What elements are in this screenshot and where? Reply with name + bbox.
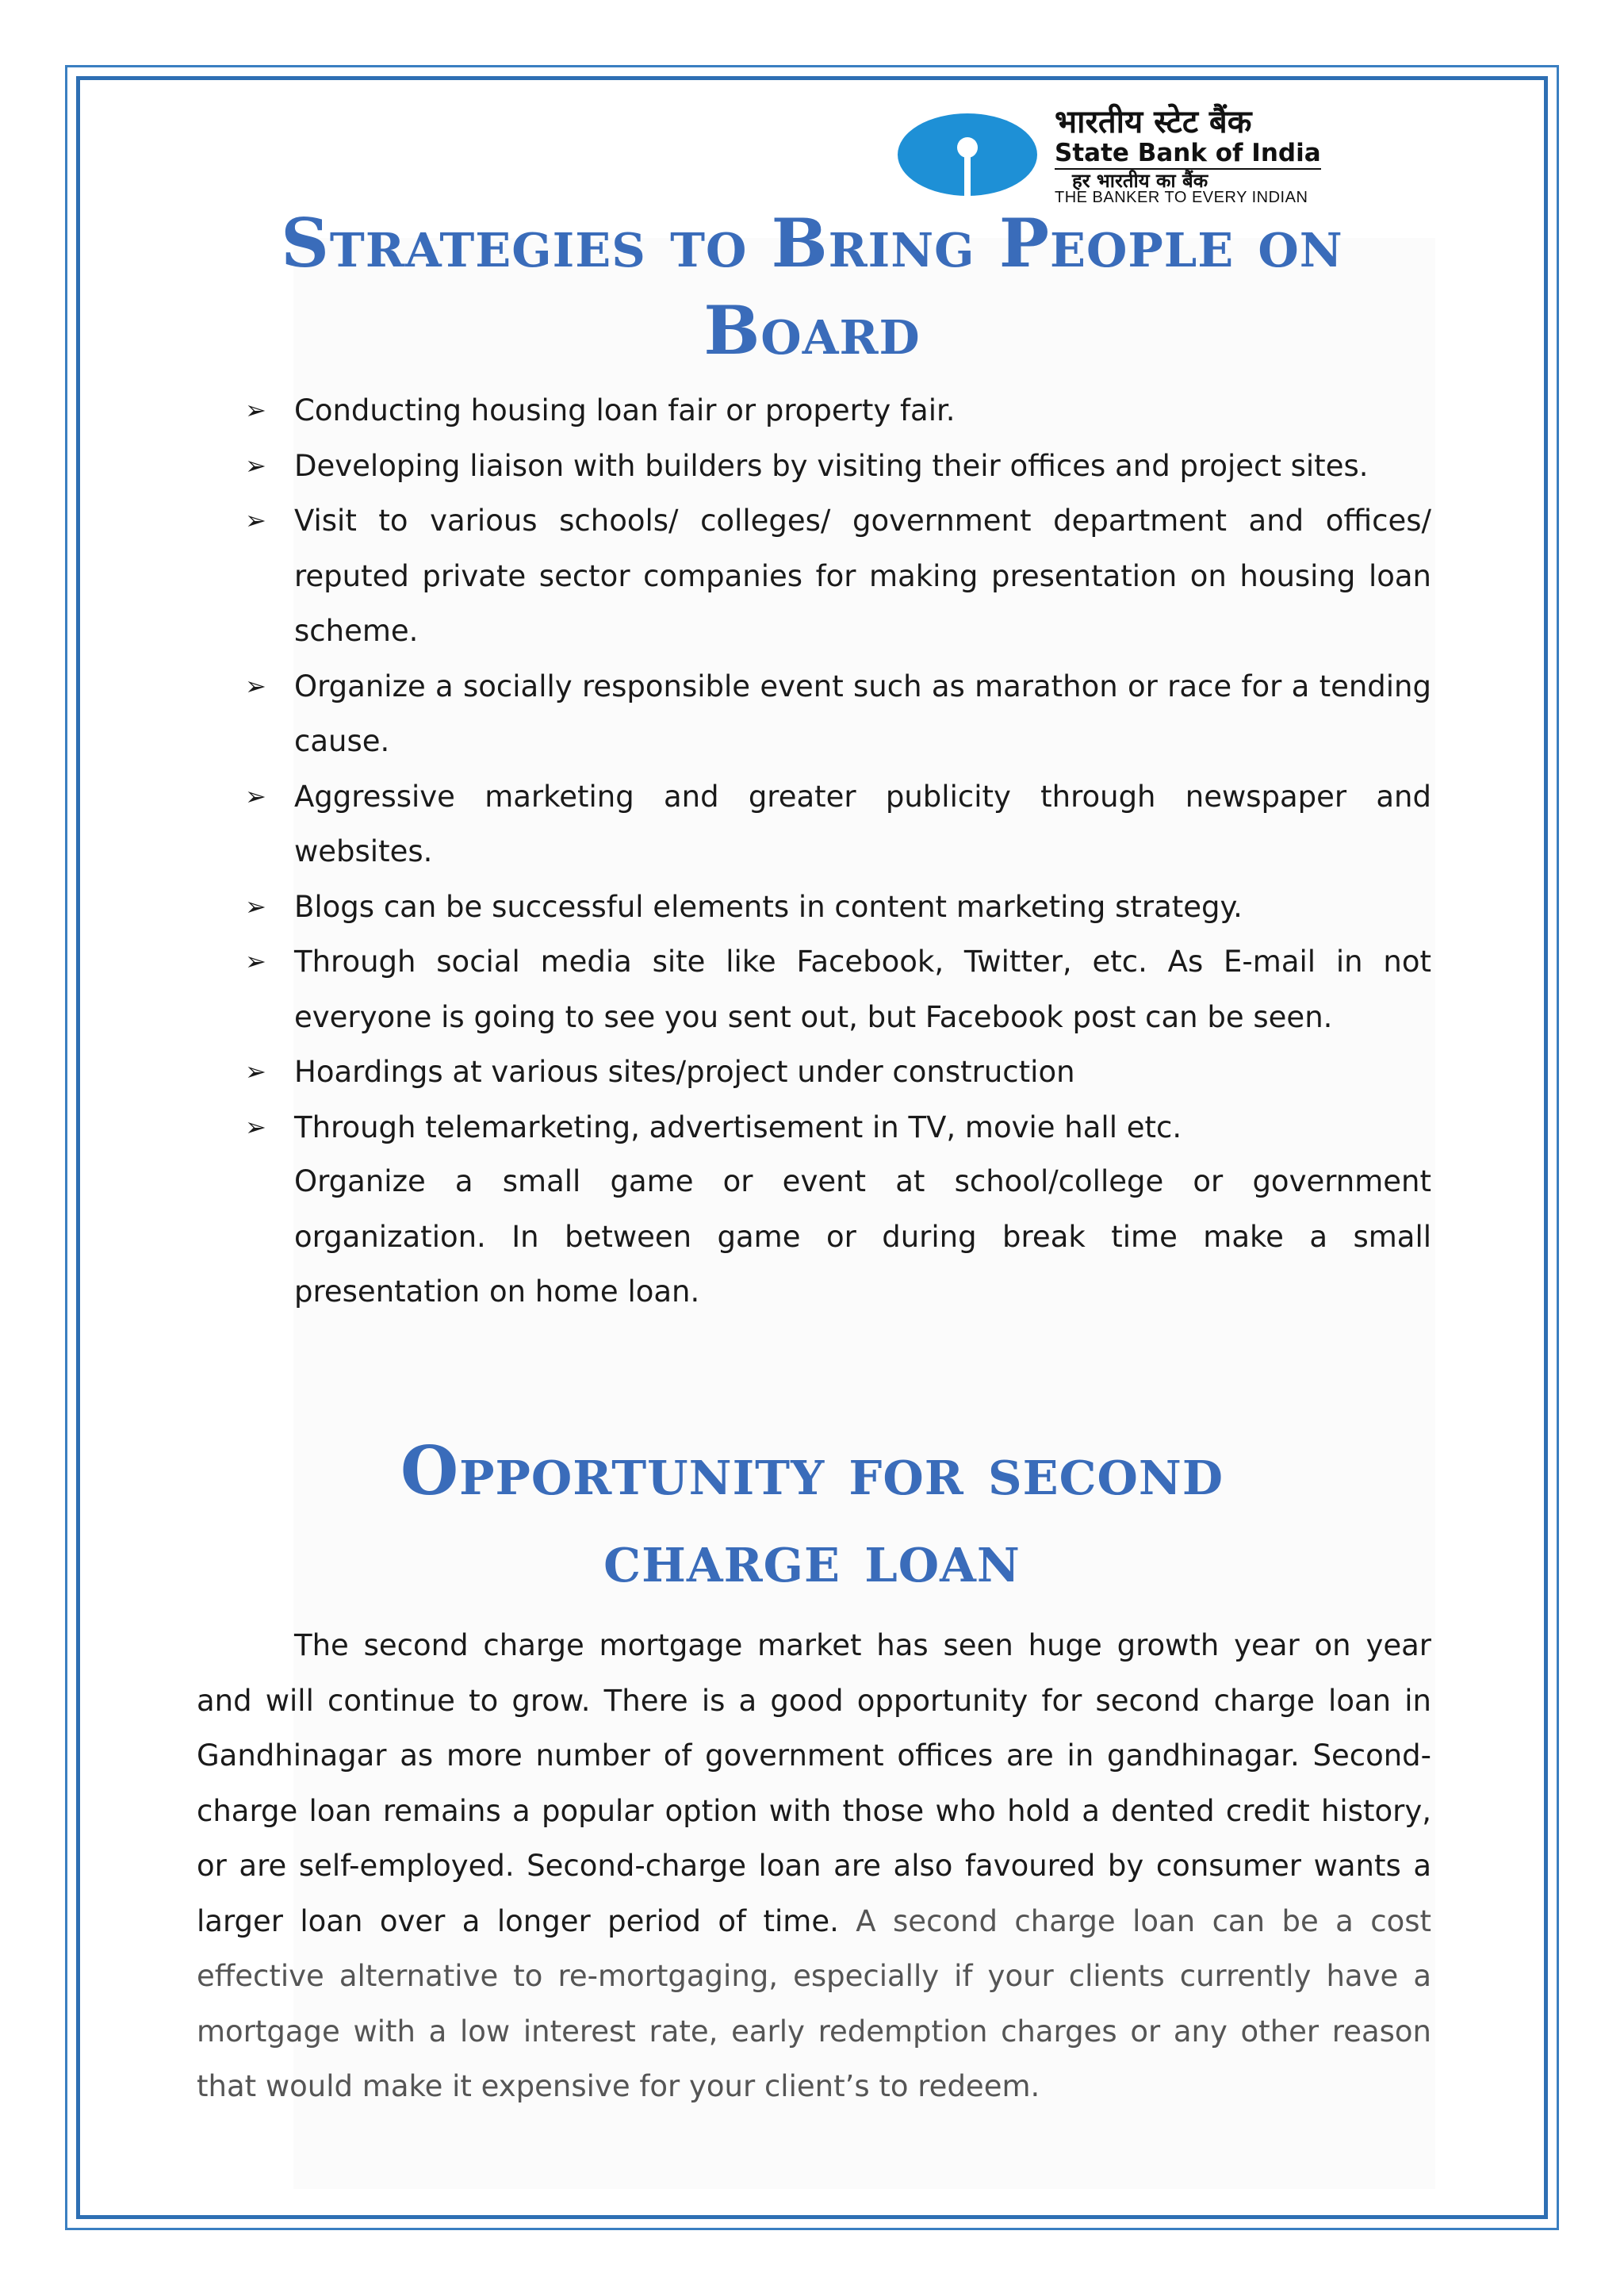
strategies-list	[242, 383, 1431, 1155]
section-heading-strategies	[159, 200, 1465, 374]
arrow-bullet-icon: ➢	[245, 1056, 266, 1087]
sbi-logo-icon	[896, 111, 1039, 198]
arrow-bullet-icon: ➢	[245, 450, 266, 481]
list-item	[242, 1045, 1431, 1100]
arrow-bullet-icon: ➢	[245, 780, 266, 811]
heading-line-1: Strategies to Bring People on	[281, 204, 1343, 282]
game-event-paragraph: Organize a small game or event at school/college or government organization. In between game or during break time make a small presentation on home loan.	[294, 1164, 1431, 1309]
heading-line-2: charge loan	[603, 1519, 1021, 1597]
list-item-text: Through telemarketing, advertisement in TV, movie hall etc.	[294, 1110, 1182, 1144]
heading-line-1: Opportunity for second	[400, 1432, 1224, 1510]
list-item	[242, 383, 1431, 439]
logo-hindi-tagline: हर भारतीय का बैंक	[1072, 170, 1208, 192]
list-item-text: Hoardings at various sites/project under construction	[294, 1055, 1075, 1089]
arrow-bullet-icon: ➢	[245, 1111, 266, 1142]
list-item-text: Through social media site like Facebook, Twitter, etc. As E-mail in not everyone is going to see you sent out, but Facebook post can be seen.	[294, 945, 1431, 1034]
section-heading-second-charge	[159, 1428, 1465, 1602]
arrow-bullet-icon: ➢	[245, 946, 266, 976]
logo-tagline: THE BANKER TO EVERY INDIAN	[1055, 189, 1308, 206]
list-item-text: Conducting housing loan fair or property fair.	[294, 393, 956, 427]
sbi-logo	[896, 104, 1419, 206]
list-item-text: Organize a socially responsible event such as marathon or race for a tending cause.	[294, 669, 1431, 758]
list-item	[242, 1100, 1431, 1156]
list-item	[242, 880, 1431, 935]
list-item	[242, 934, 1431, 1045]
list-item	[242, 769, 1431, 880]
logo-english-name: State Bank of India	[1055, 140, 1321, 170]
arrow-bullet-icon: ➢	[245, 395, 266, 425]
paragraph-grey-text: A second charge loan can be a cost effective alternative to re-mortgaging, especially if your clients currently have a mortgage with a low interest rate, early redemption charges or any other reason that would make it expensive for your client’s to redeem.	[197, 1903, 1431, 2103]
heading-line-2: Board	[703, 291, 921, 370]
list-item	[242, 493, 1431, 659]
list-item-text: Blogs can be successful elements in content marketing strategy.	[294, 889, 1243, 924]
list-item-text: Developing liaison with builders by visiting their offices and project sites.	[294, 448, 1369, 483]
list-item-text: Aggressive marketing and greater publicity through newspaper and websites.	[294, 779, 1431, 868]
logo-hindi-name: भारतीय स्टेट बैंक	[1055, 104, 1252, 140]
list-item	[242, 439, 1431, 494]
list-item-text: Visit to various schools/ colleges/ government department and offices/ reputed private sector companies for making presentation on housing loan scheme.	[294, 504, 1431, 648]
paragraph-main-text: The second charge mortgage market has seen huge growth year on year and will continue to grow. There is a good opportunity for second charge loan in Gandhinagar as more number of government offices are in gandhinagar. Second-charge loan remains a popular option with those who hold a dented credit history, or are self-employed. Second-charge loan are also favoured by consumer wants a larger loan over a longer period of time.	[197, 1628, 1431, 1938]
arrow-bullet-icon: ➢	[245, 670, 266, 701]
second-charge-paragraph	[197, 1618, 1431, 2114]
list-item	[242, 659, 1431, 769]
arrow-bullet-icon: ➢	[245, 505, 266, 535]
arrow-bullet-icon: ➢	[245, 891, 266, 922]
